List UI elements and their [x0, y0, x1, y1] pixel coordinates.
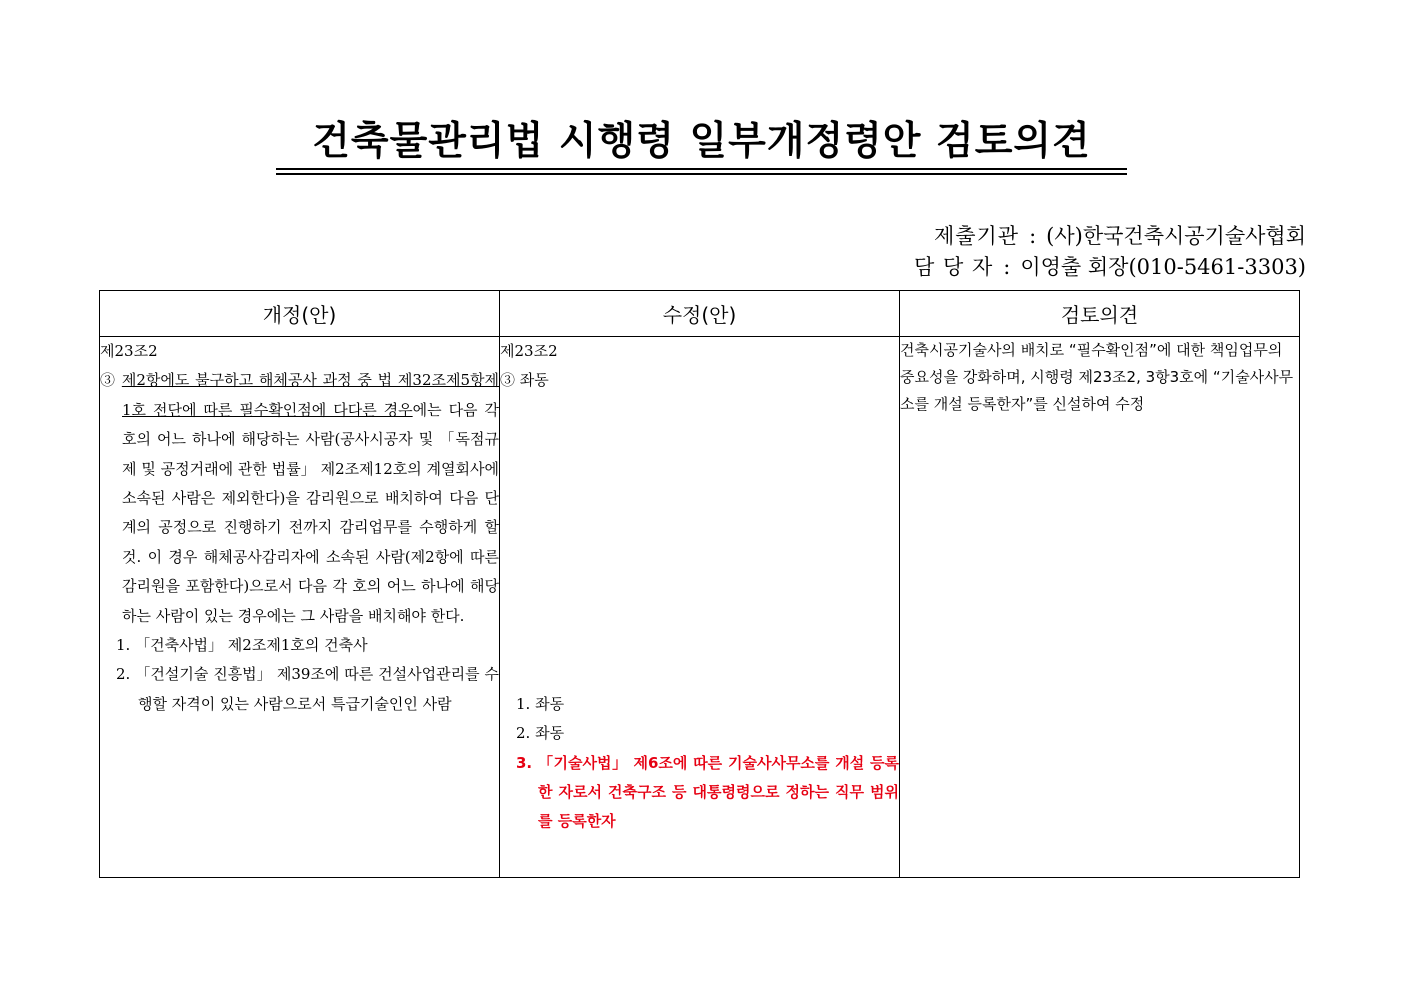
revision-item-3: 3. 「기술사법」 제6조에 따른 기술사사무소를 개설 등록한 자로서 건축구조 등 대통령령으로 정하는 직무 범위를 등록한자: [516, 753, 899, 831]
amendment-paragraph: [100, 366, 499, 631]
review-table: [99, 290, 1300, 878]
header-review-opinion: 검토의견: [900, 291, 1300, 337]
header-revision: 수정(안): [500, 291, 900, 337]
amendment-cell: [100, 337, 500, 878]
submitter-person-line: [914, 253, 1306, 281]
amendment-article: 제23조2: [100, 342, 158, 360]
amendment-paragraph-rest: 에는 다음 각 호의 어느 하나에 해당하는 사람(공사시공자 및 「독점규제 및 공정거래에 관한 법률」 제2조제12호의 계열회사에 소속된 사람은 제외한다)을 감리원으로 배치하여 다음 단계의 공정으로 진행하기 전까지 감리업무를 수행하게 할 것. 이 경우 해체공사감리자에 소속된 사람(제2항에 따른 감리원을 포함한다)으로서 다음 각 호의 어느 하나에 해당하는 사람이 있는 경우에는 그 사람을 배치해야 한다.: [122, 400, 499, 625]
revision-spacer: [500, 396, 899, 690]
amendment-paragraph-number: ③: [100, 371, 117, 390]
table-body-row: [100, 337, 1300, 878]
title-underline: [276, 168, 1127, 170]
revision-item-1: 1. 좌동: [516, 694, 565, 713]
revision-item-2: 2. 좌동: [516, 724, 565, 743]
submitter-org-line: [934, 222, 1306, 250]
review-opinion-text: 건축시공기술사의 배치로 “필수확인점”에 대한 책임업무의 중요성을 강화하며, 시행령 제23조2, 3항3호에 “기술사사무소를 개설 등록한자”를 신설하여 수정: [900, 341, 1294, 413]
revision-cell: [500, 337, 900, 878]
submitter-org-value: (사)한국건축시공기술사협회: [1046, 224, 1306, 248]
submitter-org-separator: :: [1029, 224, 1037, 248]
amendment-item-2: 2. 「건설기술 진흥법」 제39조에 따른 건설사업관리를 수행할 자격이 있는 사람으로서 특급기술인인 사람: [116, 665, 499, 713]
submitter-person-label: 담 당 자: [914, 255, 994, 279]
amendment-paragraph-underlined: 제2항에도 불구하고 해체공사 과정 중 법 제32조제5항제1호 전단에 따른 필수확인점에 다다른 경우: [121, 371, 499, 419]
amendment-item-1: 1. 「건축사법」 제2조제1호의 건축사: [116, 636, 368, 655]
review-opinion-cell: [900, 337, 1300, 878]
submitter-person-separator: :: [1003, 255, 1011, 279]
title-underline-second: [276, 173, 1127, 175]
revision-article: 제23조2: [500, 342, 558, 360]
revision-paragraph: ③ 좌동: [500, 371, 549, 390]
submitter-person-value: 이영출 회장(010-5461-3303): [1020, 255, 1306, 279]
submitter-org-label: 제출기관: [933, 224, 1020, 248]
page-title: 건축물관리법 시행령 일부개정령안 검토의견: [312, 119, 1091, 164]
table-header-row: [100, 291, 1300, 337]
header-amendment: 개정(안): [100, 291, 500, 337]
